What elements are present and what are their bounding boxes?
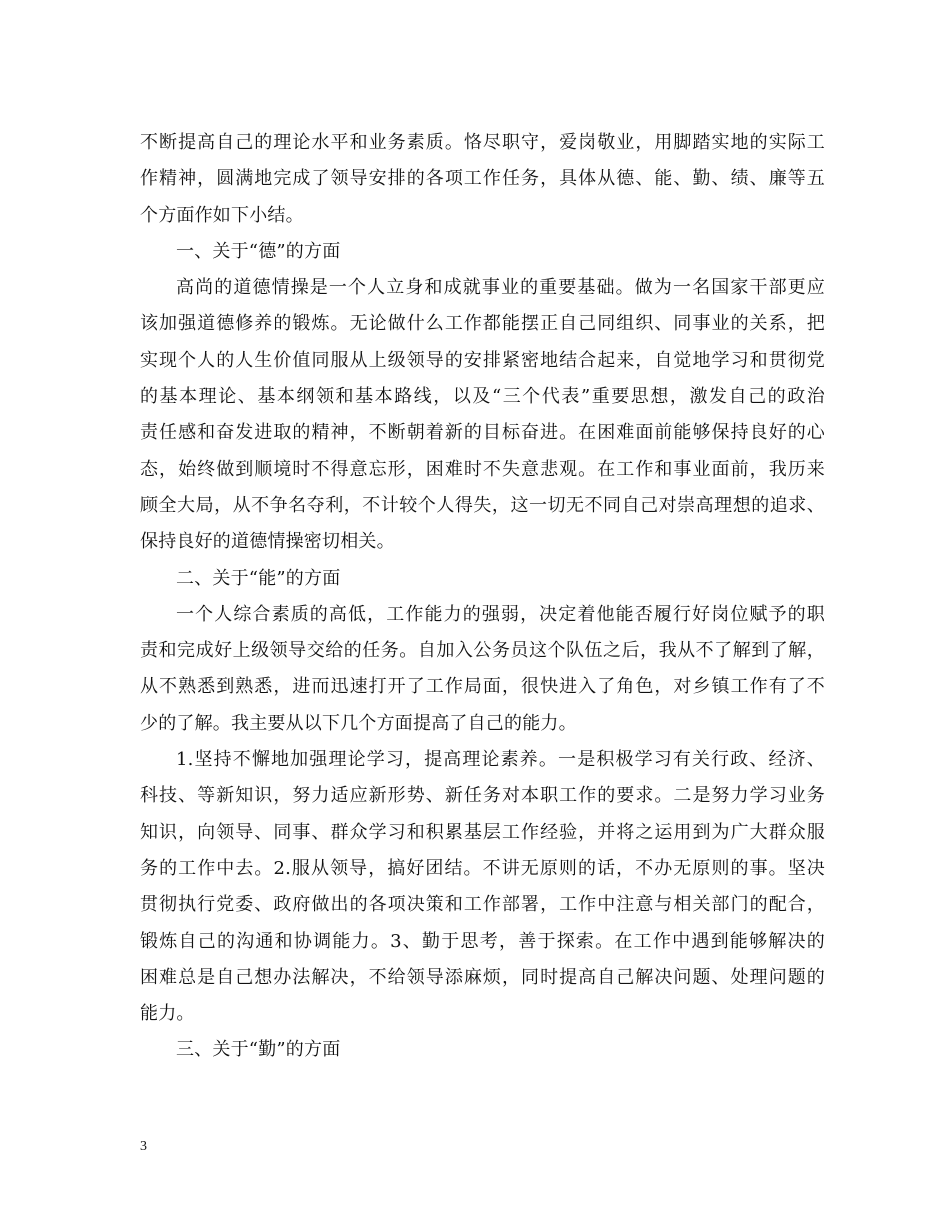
text-line: 一、关于“德”的方面 (176, 240, 341, 262)
text-line: 贯彻执行党委、政府做出的各项决策和工作部署，工作中注意与相关部门的配合， (140, 894, 825, 916)
text-line: 实现个人的人生价值同服从上级领导的安排紧密地结合起来，自觉地学习和贯彻党 (140, 349, 825, 371)
text-line: 务的工作中去。2.服从领导，搞好团结。不讲无原则的话，不办无原则的事。坚决 (140, 857, 825, 879)
page-number: 3 (140, 1139, 147, 1154)
text-line: 一个人综合素质的高低，工作能力的强弱，决定着他能否履行好岗位赋予的职 (176, 603, 825, 625)
text-line: 从不熟悉到熟悉，进而迅速打开了工作局面，很快进入了角色，对乡镇工作有了不 (140, 676, 825, 698)
text-line: 三、关于“勤”的方面 (176, 1039, 341, 1061)
text-line: 保持良好的道德情操密切相关。 (140, 531, 395, 553)
text-line: 态，始终做到顺境时不得意忘形，困难时不失意悲观。在工作和事业面前，我历来 (140, 458, 825, 480)
text-line: 高尚的道德情操是一个人立身和成就事业的重要基础。做为一名国家干部更应 (176, 277, 825, 299)
text-line: 二、关于“能”的方面 (176, 567, 341, 589)
text-line: 少的了解。我主要从以下几个方面提高了自己的能力。 (140, 712, 577, 734)
text-line: 个方面作如下小结。 (140, 204, 304, 226)
text-line: 困难总是自己想办法解决，不给领导添麻烦，同时提高自己解决问题、处理问题的 (140, 966, 825, 988)
text-line: 责任感和奋发进取的精神，不断朝着新的目标奋进。在困难面前能够保持良好的心 (140, 422, 825, 444)
text-line: 的基本理论、基本纲领和基本路线，以及“三个代表”重要思想，激发自己的政治 (140, 386, 825, 408)
text-line: 顾全大局，从不争名夺利，不计较个人得失，这一切无不同自己对崇高理想的追求、 (140, 494, 825, 516)
text-line: 知识，向领导、同事、群众学习和积累基层工作经验，并将之运用到为广大群众服 (140, 821, 825, 843)
text-line: 1.坚持不懈地加强理论学习，提高理论素养。一是积极学习有关行政、经济、 (176, 749, 825, 771)
text-line: 责和完成好上级领导交给的任务。自加入公务员这个队伍之后，我从不了解到了解， (140, 640, 825, 662)
text-line: 作精神，圆满地完成了领导安排的各项工作任务，具体从德、能、勤、绩、廉等五 (140, 168, 825, 190)
text-line: 锻炼自己的沟通和协调能力。3、勤于思考，善于探索。在工作中遇到能够解决的 (140, 930, 825, 952)
body-text (140, 125, 825, 1069)
text-line: 科技、等新知识，努力适应新形势、新任务对本职工作的要求。二是努力学习业务 (140, 785, 825, 807)
text-line: 该加强道德修养的锻炼。无论做什么工作都能摆正自己同组织、同事业的关系，把 (140, 313, 825, 335)
text-line: 能力。 (140, 1003, 195, 1025)
text-line: 不断提高自己的理论水平和业务素质。恪尽职守，爱岗敬业，用脚踏实地的实际工 (140, 132, 825, 153)
